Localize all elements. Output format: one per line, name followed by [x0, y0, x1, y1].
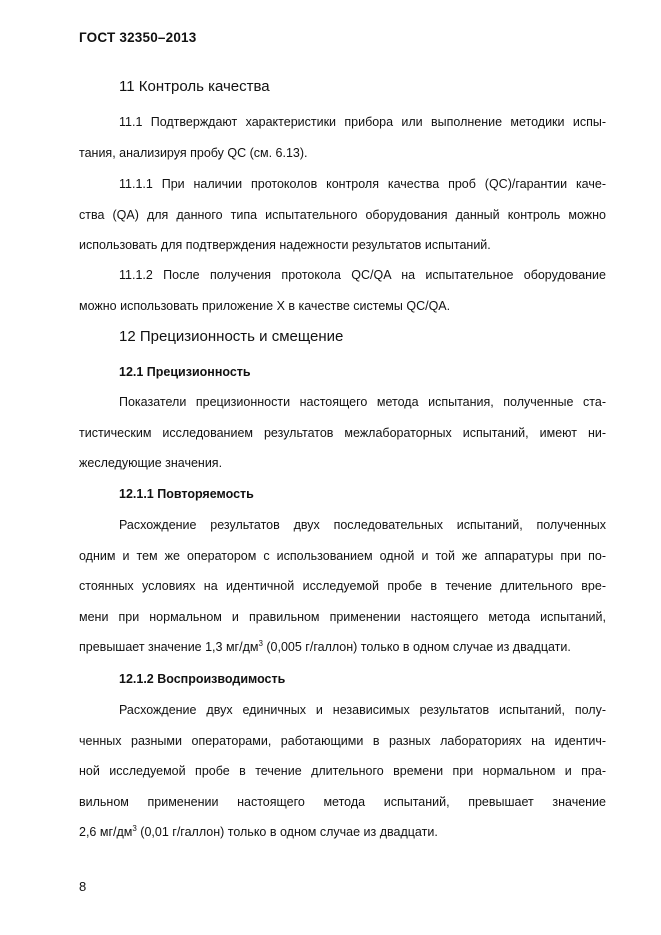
- text-line: ченных разными операторами, работающими в разных лабораториях на идентич-: [79, 733, 606, 748]
- superscript: 3: [132, 824, 137, 833]
- page-number: 8: [79, 879, 87, 894]
- text-fragment: превышает значение 1,3 мг/дм: [79, 640, 259, 654]
- text-line: можно использовать приложение X в качестве системы QC/QA.: [79, 298, 451, 313]
- subsection-12-1-1-heading: 12.1.1 Повторяемость: [119, 487, 254, 501]
- document-code: ГОСТ 32350–2013: [79, 30, 197, 45]
- subsection-12-1-2-heading: 12.1.2 Воспроизводимость: [119, 672, 286, 686]
- text-line: [79, 817, 606, 848]
- text-line: ства (QA) для данного типа испытательного оборудования данный контроль можно: [79, 207, 606, 222]
- section-11-heading: 11 Контроль качества: [119, 78, 270, 95]
- paragraph-11-1: [79, 107, 606, 168]
- section-12-heading: 12 Прецизионность и смещение: [119, 328, 344, 345]
- text-line: тания, анализируя пробу QC (см. 6.13).: [79, 145, 308, 160]
- paragraph-11-1-1: [79, 169, 606, 261]
- paragraph-12-1-1: [79, 510, 606, 663]
- text-line: Показатели прецизионности настоящего метода испытания, полученные ста-: [119, 395, 606, 409]
- text-line: ной исследуемой пробе в течение длительного времени при нормальном и пра-: [79, 764, 606, 778]
- text-line: стоянных условиях на идентичной исследуемой пробе в течение длительного вре-: [79, 579, 606, 593]
- text-line: 11.1.1 При наличии протоколов контроля качества проб (QC)/гарантии каче-: [119, 177, 606, 191]
- text-line: использовать для подтверждения надежности результатов испытаний.: [79, 238, 491, 252]
- text-line: жеследующие значения.: [79, 456, 223, 470]
- text-line: 11.1.2 После получения протокола QC/QA на испытательное оборудование: [119, 268, 606, 282]
- paragraph-12-1: [79, 387, 606, 479]
- text-line: [79, 632, 606, 663]
- text-fragment: 2,6 мг/дм: [79, 825, 133, 839]
- text-fragment: (0,005 г/галлон) только в одном случае из двадцати.: [262, 640, 571, 654]
- text-line: одним и тем же оператором с использованием одной и той же аппаратуры при по-: [79, 548, 606, 563]
- text-line: 11.1 Подтверждают характеристики прибора или выполнение методики испы-: [119, 115, 606, 129]
- text-line: мени при нормальном и правильном применении настоящего метода испытаний,: [79, 609, 606, 624]
- text-line: Расхождение двух единичных и независимых результатов испытаний, полу-: [119, 703, 606, 717]
- paragraph-12-1-2: [79, 695, 606, 848]
- text-line: вильном применении настоящего метода испытаний, превышает значение: [79, 794, 606, 809]
- paragraph-11-1-2: [79, 260, 606, 321]
- superscript: 3: [258, 639, 263, 648]
- text-fragment: (0,01 г/галлон) только в одном случае из двадцати.: [136, 825, 438, 839]
- text-line: тистическим исследованием результатов межлабораторных испытаний, имеют ни-: [79, 425, 606, 440]
- text-line: Расхождение результатов двух последовательных испытаний, полученных: [119, 518, 606, 532]
- subsection-12-1-heading: 12.1 Прецизионность: [119, 365, 251, 379]
